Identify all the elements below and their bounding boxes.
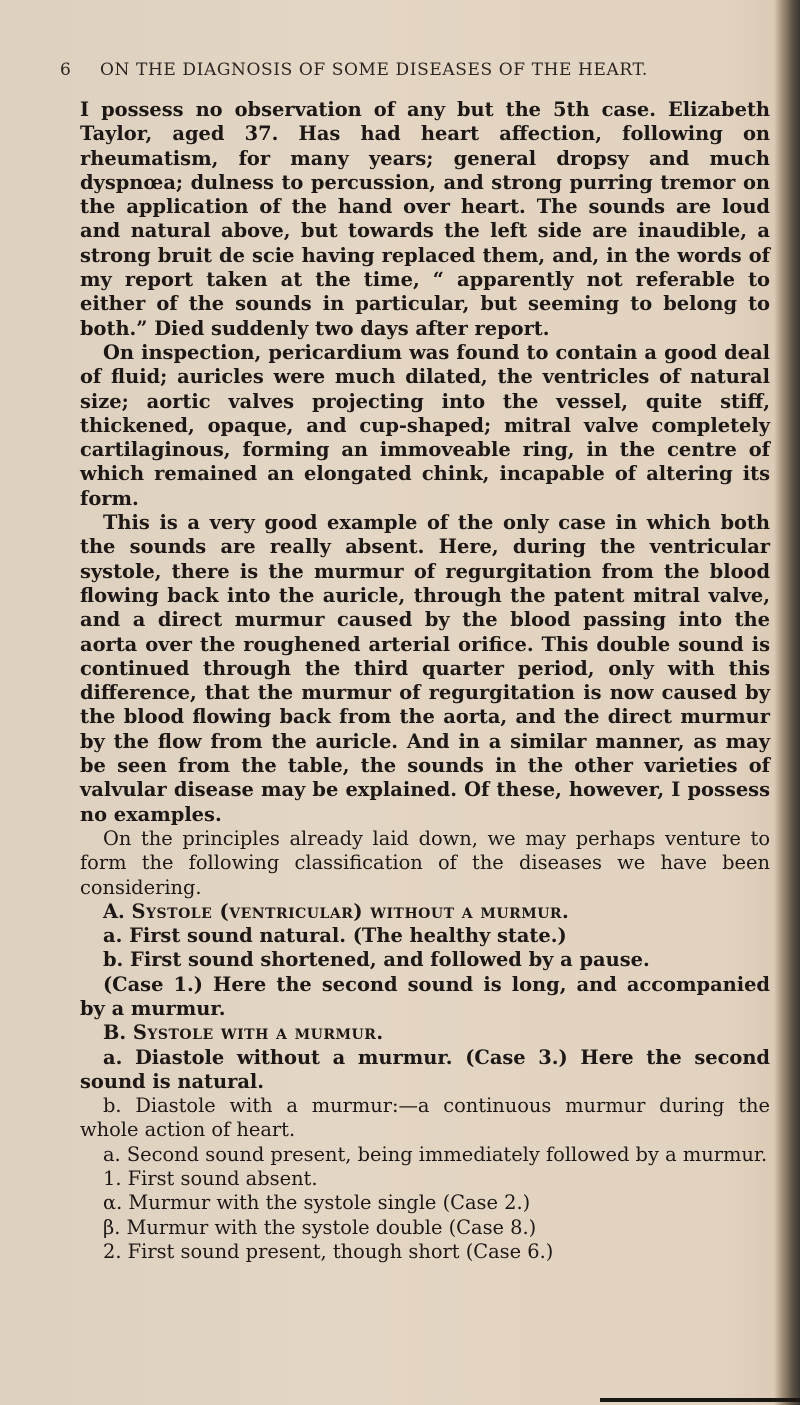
classification-item: (Case 1.) Here the second sound is long, and accompanied by a murmur. [80, 972, 770, 1020]
classification-item: α. Murmur with the systole single (Case 2.) [103, 1191, 531, 1215]
page-edge-shadow [774, 0, 800, 1405]
classification-item: 2. First sound present, though short (Case 6.) [103, 1239, 554, 1263]
classification-heading: B. Systole with a murmur. [103, 1021, 384, 1045]
paragraph: I possess no observation of any but the 5th case. Elizabeth Taylor, aged 37. Has had heart affection, following on rheumatism, for many years; general dropsy and much dyspnœa; dulness to percussion, and strong purring tremor on the application of the hand over heart. The sounds are loud and natural above, but towards the left side are inaudible, a strong bruit de scie having replaced them, and, in the words of my report taken at the time, “ apparently not referable to either of the sounds in particular, but seeming to belong to both.” Died suddenly two days after report. [80, 98, 770, 340]
classification-item: β. Murmur with the systole double (Case 8.) [103, 1215, 537, 1239]
classification-item: 1. First sound absent. [103, 1167, 318, 1191]
page-number: 6 [60, 60, 72, 80]
classification-item: b. Diastole with a murmur:—a continuous murmur during the whole action of heart. [80, 1094, 770, 1142]
paragraph: This is a very good example of the only case in which both the sounds are really absent. Here, during the ventricular systole, there is the murmur of regurgitation from the blood flowing back into the auricle, through the patent mitral valve, and a direct murmur caused by the blood passing into the aorta over the roughened arterial orifice. This double sound is continued through the third quarter period, only with this difference, that the murmur of regurgitation is now caused by the blood flowing back from the aorta, and the direct murmur by the flow from the auricle. And in a similar manner, as may be seen from the table, the sounds in the other varieties of valvular disease may be explained. Of these, however, I possess no examples. [80, 511, 770, 826]
classification-heading: A. Systole (ventricular) without a murmur. [103, 899, 570, 923]
running-title: ON THE DIAGNOSIS OF SOME DISEASES OF THE HEART. [100, 60, 648, 80]
classification-item: a. Diastole without a murmur. (Case 3.) Here the second sound is natural. [80, 1045, 770, 1093]
paragraph: On the principles already laid down, we may perhaps venture to form the following classification of the diseases we have been considering. [80, 826, 770, 899]
body-text [80, 98, 770, 1264]
heading-smallcaps: Systole with a murmur. [132, 1021, 384, 1045]
classification-item: b. First sound shortened, and followed by a pause. [103, 948, 650, 972]
bottom-rule [600, 1398, 800, 1402]
running-header [60, 60, 780, 90]
classification-item: a. Second sound present, being immediately followed by a murmur. [103, 1142, 768, 1166]
classification-item: a. First sound natural. (The healthy state.) [103, 924, 567, 948]
heading-smallcaps: Systole (ventricular) without a murmur. [131, 899, 570, 923]
paragraph: On inspection, pericardium was found to contain a good deal of fluid; auricles were much dilated, the ventricles of natural size; aortic valves projecting into the vessel, quite stiff, thickened, opaque, and cup-shaped; mitral valve completely cartilaginous, forming an immoveable ring, in the centre of which remained an elongated chink, incapable of altering its form. [80, 340, 770, 510]
